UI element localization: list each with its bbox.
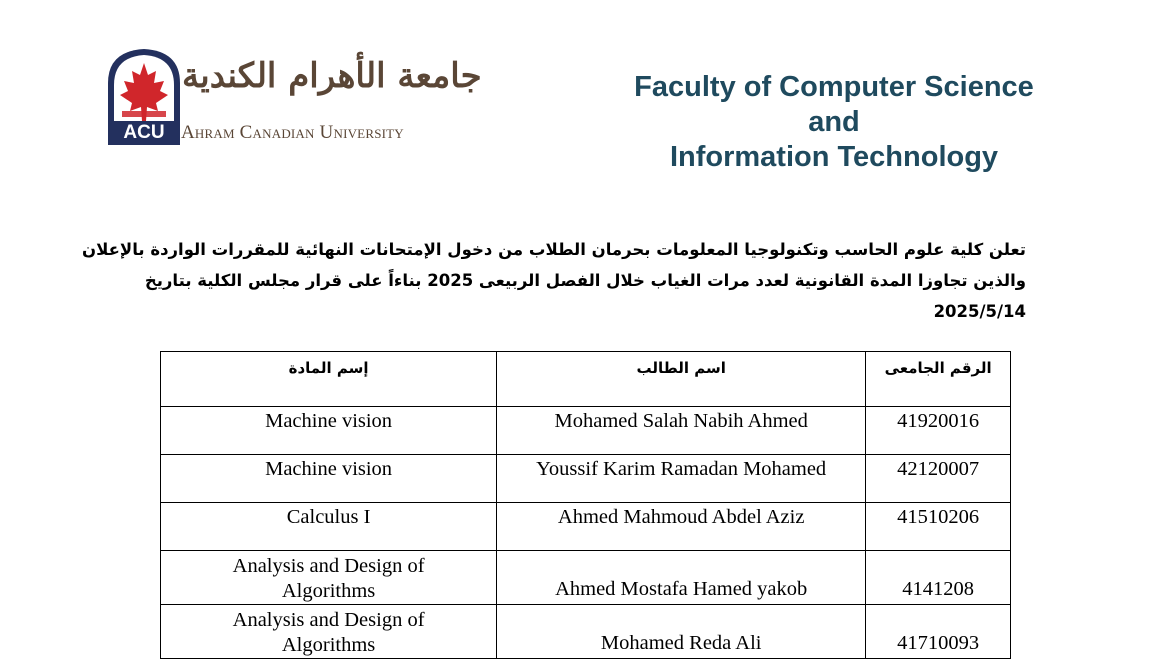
- cell-student-id: 41710093: [866, 605, 1011, 659]
- faculty-title-line: Faculty of Computer Science: [634, 71, 1034, 103]
- cell-course: Machine vision: [161, 407, 497, 455]
- cell-course: Machine vision: [161, 455, 497, 503]
- cell-student-name: Mohamed Reda Ali: [497, 605, 866, 659]
- cell-student-name: Ahmed Mostafa Hamed yakob: [497, 551, 866, 605]
- cell-student-name: Ahmed Mahmoud Abdel Aziz: [497, 503, 866, 551]
- header-course: إسم المادة: [161, 352, 497, 407]
- logo-arabic-name: جامعة الأهرام الكندية: [182, 56, 482, 96]
- cell-student-id: 41510206: [866, 503, 1011, 551]
- faculty-title-line: and: [808, 106, 860, 138]
- logo-monogram: ACU: [123, 122, 165, 143]
- header-student-name: اسم الطالب: [497, 352, 866, 407]
- announcement-line: والذين تجاوزا المدة القانونية لعدد مرات الغياب خلال الفصل الربيعى 2025 بناءاً على قرار مجلس الكلية بتاريخ: [144, 271, 1026, 290]
- table-row: [161, 605, 1011, 659]
- cell-student-name: Mohamed Salah Nabih Ahmed: [497, 407, 866, 455]
- cell-course: [161, 551, 497, 605]
- course-line: Algorithms: [281, 634, 376, 656]
- announcement-text: [82, 234, 1026, 327]
- course-line: Analysis and Design of: [232, 555, 425, 577]
- faculty-title: [605, 70, 1063, 175]
- cell-course: Calculus I: [161, 503, 497, 551]
- course-line: Algorithms: [281, 580, 376, 602]
- table-row: [161, 407, 1011, 455]
- table-row: [161, 551, 1011, 605]
- cell-student-id: 4141208: [866, 551, 1011, 605]
- faculty-title-line: Information Technology: [669, 141, 999, 173]
- header-student-id: الرقم الجامعى: [866, 352, 1011, 407]
- table-row: [161, 455, 1011, 503]
- table-header-row: [161, 352, 1011, 407]
- cell-course: [161, 605, 497, 659]
- logo-english-name: Ahram Canadian University: [181, 122, 404, 143]
- cell-student-name: Youssif Karim Ramadan Mohamed: [497, 455, 866, 503]
- barred-students-table: [160, 351, 1011, 659]
- course-line: Analysis and Design of: [232, 609, 425, 631]
- cell-student-id: 42120007: [866, 455, 1011, 503]
- announcement-line: تعلن كلية علوم الحاسب وتكنولوجيا المعلومات بحرمان الطلاب من دخول الإمتحانات النهائية للمقررات الواردة بالإعلان: [82, 240, 1026, 259]
- announcement-date: 2025/5/14: [933, 302, 1026, 321]
- table-row: [161, 503, 1011, 551]
- cell-student-id: 41920016: [866, 407, 1011, 455]
